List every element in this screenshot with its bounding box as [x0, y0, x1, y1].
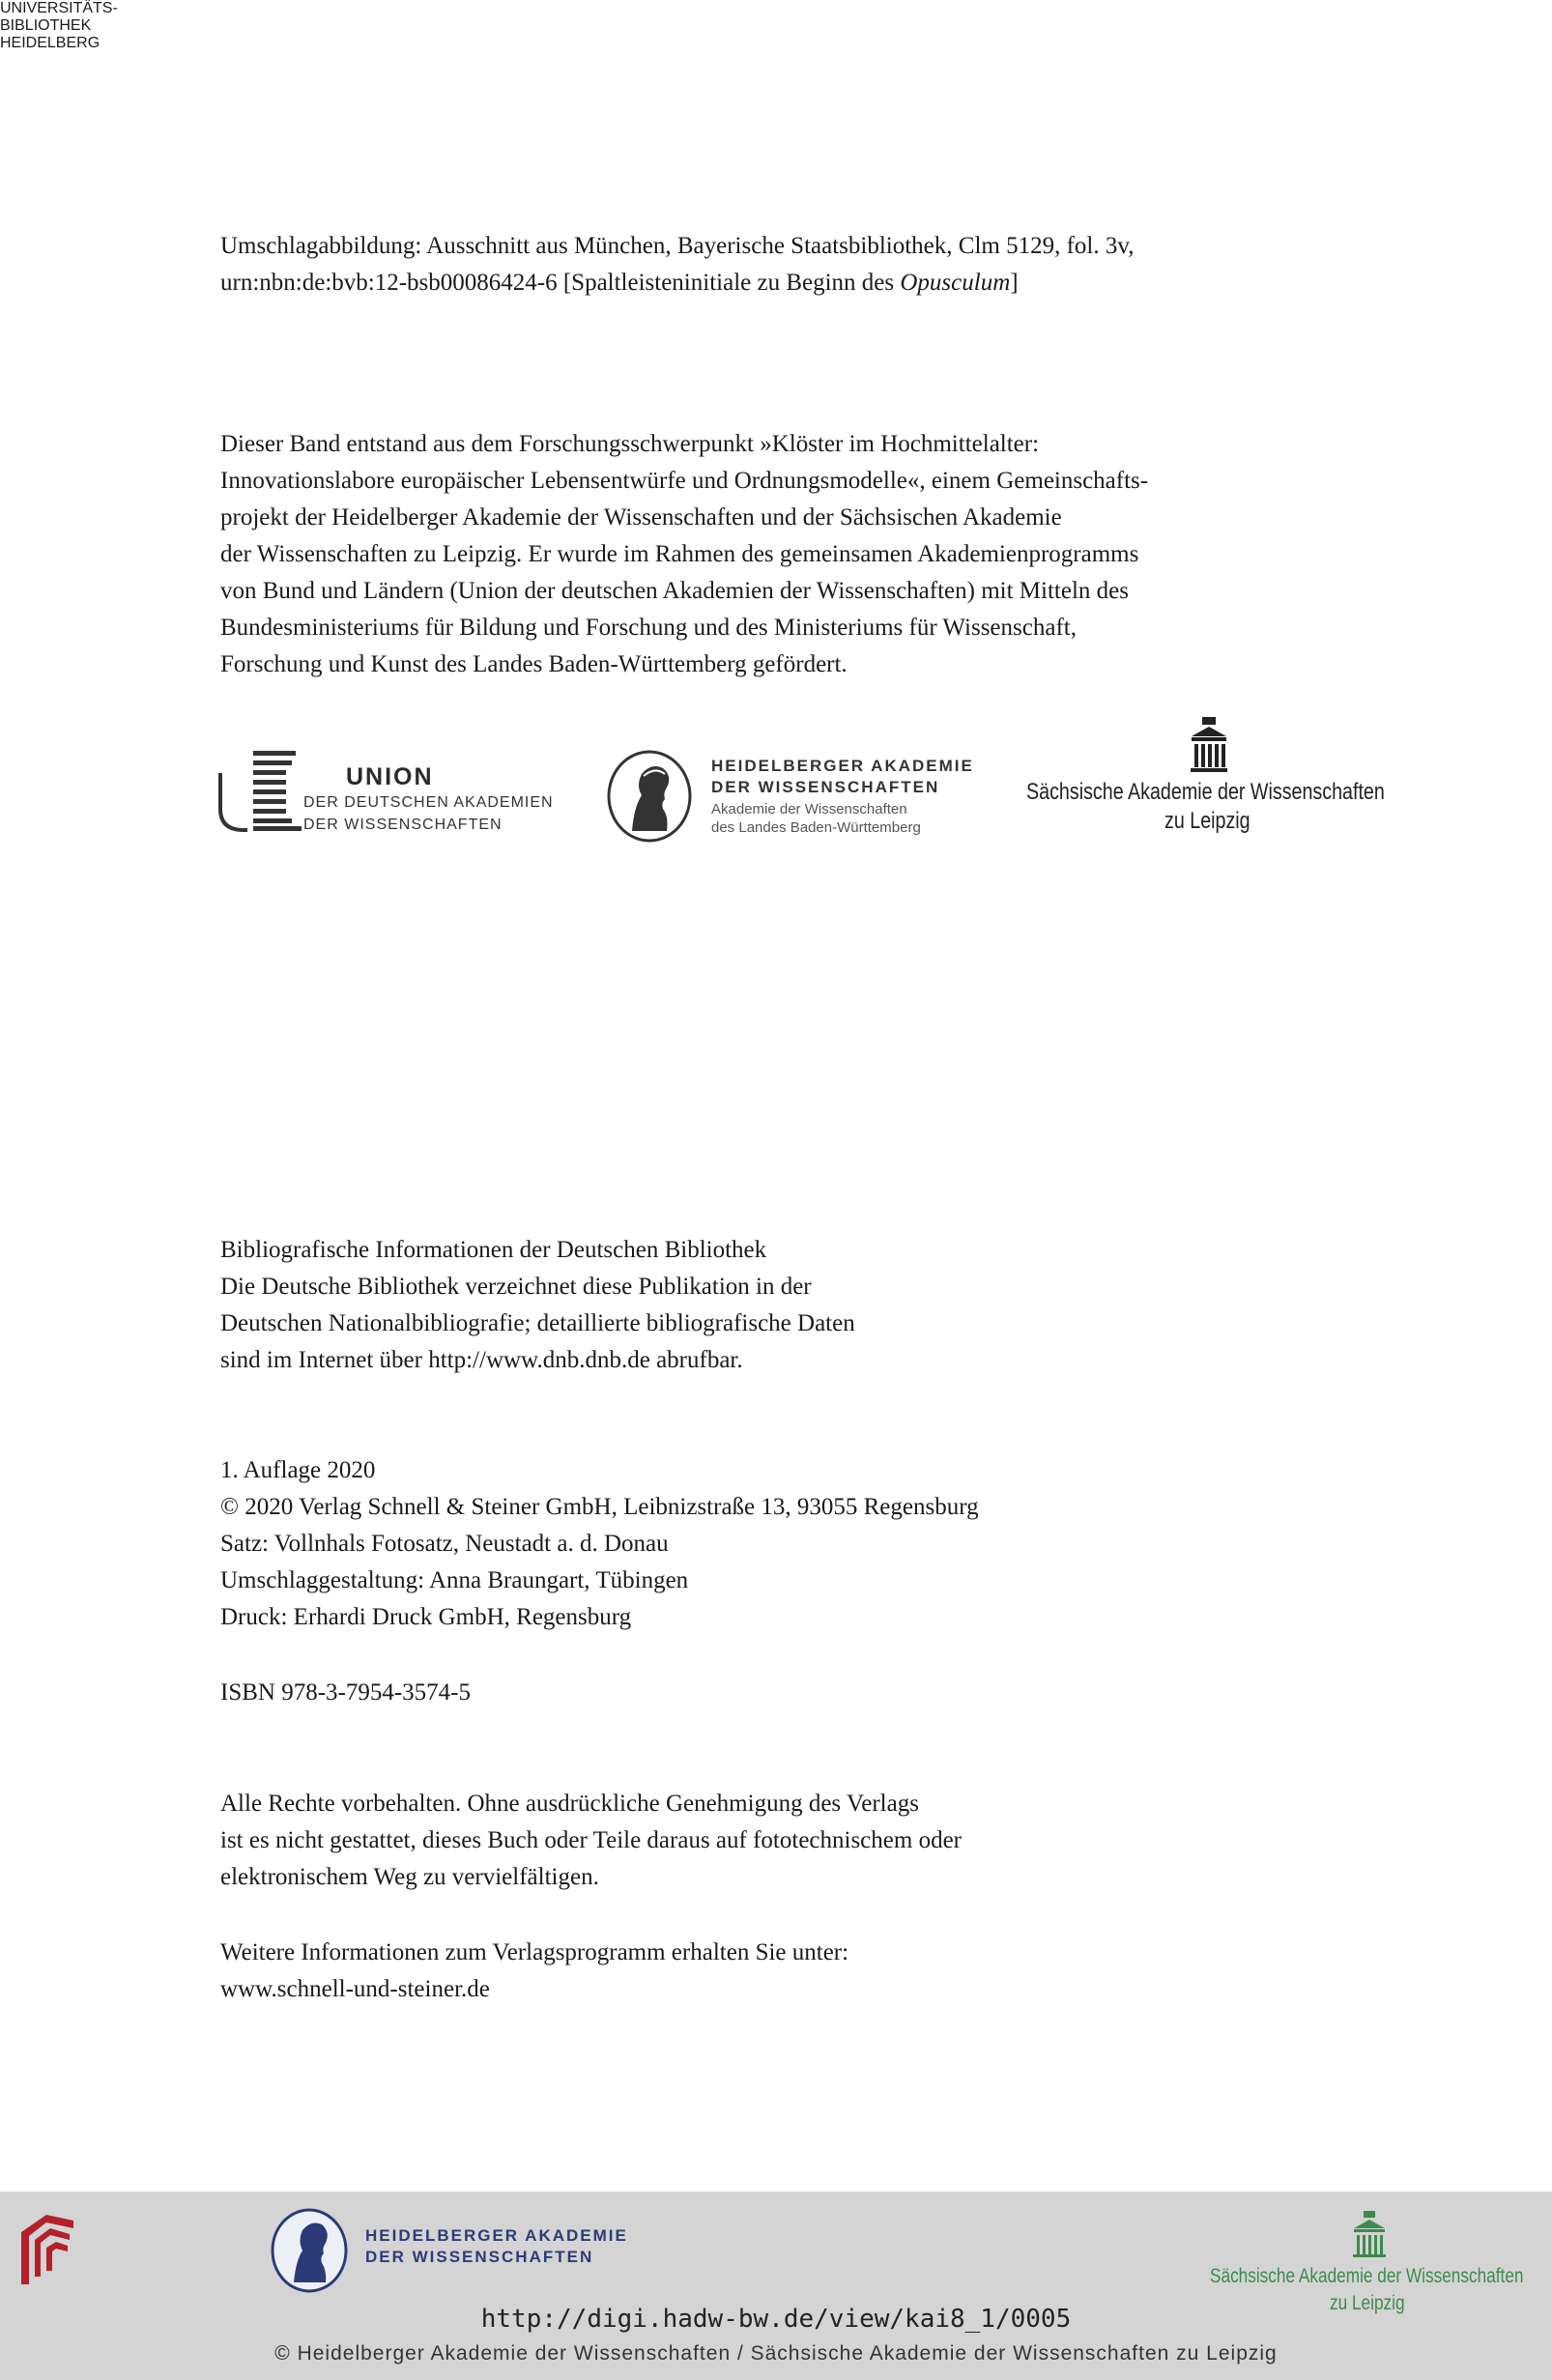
publisher-website: www.schnell-und-steiner.de [220, 1976, 490, 2002]
ub-line: HEIDELBERG [0, 35, 101, 51]
athena-medallion-icon [605, 749, 694, 844]
union-subtitle: DER DEUTSCHEN AKADEMIEN [303, 794, 554, 811]
publisher-info [220, 1935, 848, 2008]
heidelberg-academy-title: HEIDELBERGER AKADEMIE [711, 757, 974, 775]
rights-line: Alle Rechte vorbehalten. Ohne ausdrückliche Genehmigung des Verlags [220, 1791, 919, 1817]
isbn-line: ISBN 978-3-7954-3574-5 [220, 1679, 472, 1706]
biblio-line: Bibliografische Informationen der Deutschen Bibliothek [220, 1237, 767, 1263]
bibliographic-info [220, 1232, 855, 1379]
footer-saxon-academy-city: zu Leipzig [1330, 2292, 1405, 2314]
cover-note-text: ] [1010, 270, 1019, 296]
saxon-academy-city: zu Leipzig [1164, 808, 1250, 834]
footer-permalink[interactable]: http://digi.hadw-bw.de/view/kai8_1/0005 [480, 2305, 1072, 2334]
rights-line: ist es nicht gestattet, dieses Buch oder Teile daraus auf fototechnischem oder [220, 1827, 962, 1853]
university-library-icon [17, 2211, 79, 2290]
saxon-academy-name: Sächsische Akademie der Wissenschaften [1026, 779, 1385, 805]
isbn [220, 1675, 471, 1711]
funding-line: von Bund und Ländern (Union der deutschen Akademien der Wissenschaften) mit Mitteln des [220, 578, 1129, 604]
cover-note [220, 228, 1134, 301]
cover-note-line [220, 265, 1134, 301]
footer-heidelberg-academy-title: HEIDELBERGER AKADEMIE [365, 2226, 628, 2245]
cover-note-line: Umschlagabbildung: Ausschnitt aus München, Bayerische Staatsbibliothek, Clm 5129, fol. 3v, [220, 233, 1135, 259]
funding-line: Forschung und Kunst des Landes Baden-Württemberg gefördert. [220, 651, 848, 677]
university-library-name [0, 0, 1552, 52]
rights-notice [220, 1786, 962, 1896]
rights-line: elektronischem Weg zu vervielfältigen. [220, 1864, 599, 1890]
cover-note-text: urn:nbn:de:bvb:12-bsb00086424-6 [Spaltleisteninitiale zu Beginn des [220, 270, 901, 296]
funding-line: Innovationslabore europäischer Lebensentwürfe und Ordnungsmodelle«, einem Gemeinschafts- [220, 468, 1149, 494]
cover-note-italic: Opusculum [900, 270, 1011, 296]
publisher-info-line: Weitere Informationen zum Verlagsprogramm erhalten Sie unter: [220, 1939, 849, 1965]
funding-line: Dieser Band entstand aus dem Forschungsschwerpunkt »Klöster im Hochmittelalter: [220, 431, 1040, 457]
imprint-line: 1. Auflage 2020 [220, 1457, 376, 1483]
footer-athena-medallion-icon [269, 2207, 350, 2294]
funding-paragraph [220, 426, 1148, 683]
union-subtitle: DER WISSENSCHAFTEN [303, 817, 503, 833]
funding-line: Bundesministeriums für Bildung und Forschung und des Ministeriums für Wissenschaft, [220, 615, 1077, 641]
building-facade-icon [1189, 717, 1229, 773]
imprint-line: © 2020 Verlag Schnell & Steiner GmbH, Leibnizstraße 13, 93055 Regensburg [220, 1494, 979, 1520]
heidelberg-academy-subtitle: des Landes Baden-Württemberg [711, 819, 921, 836]
funding-line: projekt der Heidelberger Akademie der Wissenschaften und der Sächsischen Akademie [220, 504, 1062, 530]
imprint-line: Satz: Vollnhals Fotosatz, Neustadt a. d. Donau [220, 1531, 669, 1557]
heidelberg-academy-title: DER WISSENSCHAFTEN [711, 778, 940, 796]
funding-line: der Wissenschaften zu Leipzig. Er wurde im Rahmen des gemeinsamen Akademienprogramms [220, 541, 1139, 567]
footer-saxon-academy-name: Sächsische Akademie der Wissenschaften [1210, 2265, 1524, 2287]
biblio-line: Die Deutsche Bibliothek verzeichnet diese Publikation in der [220, 1274, 812, 1300]
biblio-line: sind im Internet über http://www.dnb.dnb.de abrufbar. [220, 1347, 743, 1373]
biblio-line: Deutschen Nationalbibliografie; detaillierte bibliografische Daten [220, 1310, 855, 1336]
imprint-line: Druck: Erhardi Druck GmbH, Regensburg [220, 1604, 632, 1630]
footer-building-facade-icon [1351, 2211, 1388, 2259]
heidelberg-academy-subtitle: Akademie der Wissenschaften [711, 801, 907, 817]
union-title: UNION [346, 763, 434, 790]
imprint-line: Umschlaggestaltung: Anna Braungart, Tübingen [220, 1567, 689, 1593]
imprint [220, 1452, 979, 1636]
ub-line: BIBLIOTHEK [0, 17, 92, 34]
footer-copyright: © Heidelberger Akademie der Wissenschaften / Sächsische Akademie der Wissenschaften zu Leipzig [274, 2342, 1278, 2365]
ub-line: UNIVERSITÄTS- [0, 0, 118, 16]
footer-heidelberg-academy-title: DER WISSENSCHAFTEN [365, 2248, 594, 2266]
